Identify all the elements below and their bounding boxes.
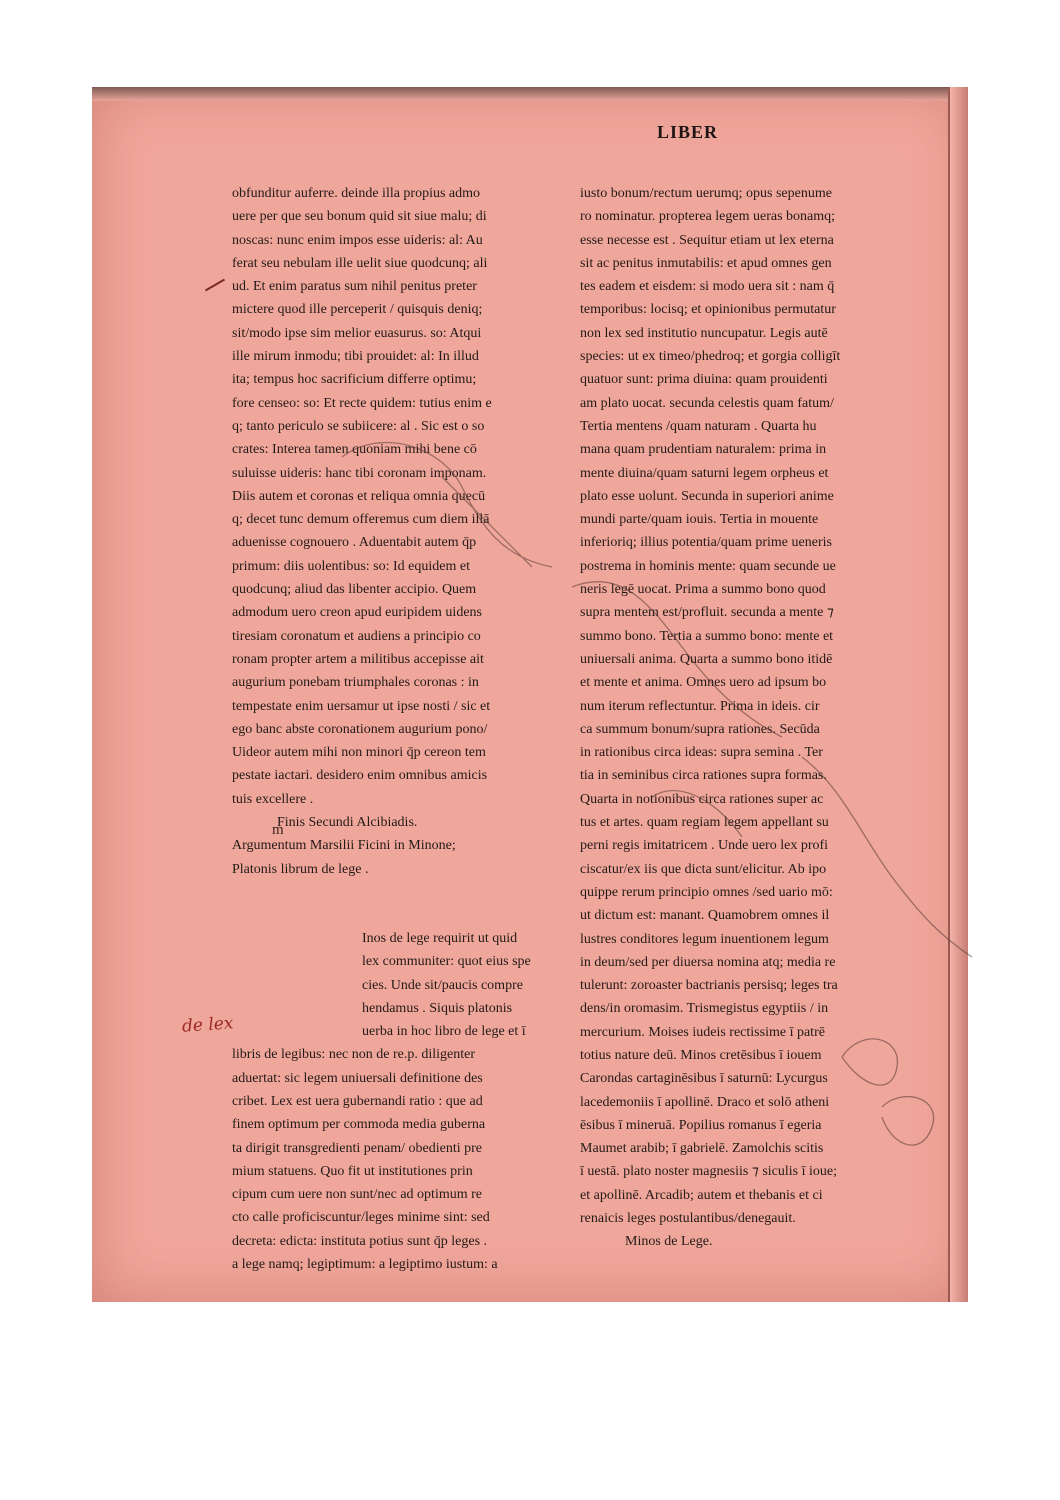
- text-line: supra mentem est/profluit. secunda a mente ⁊: [580, 605, 834, 621]
- text-line: Uideor autem mihi non minori q̄p cereon tem: [232, 745, 486, 761]
- text-line: tuis excellere .: [232, 791, 314, 807]
- text-line: am plato uocat. secunda celestis quam fatum/: [580, 395, 834, 411]
- text-line: Finis Secundi Alcibiadis.: [277, 815, 418, 831]
- text-line: mana quam prudentiam naturalem: prima in: [580, 442, 827, 458]
- text-line: ciscatur/ex iis que dicta sunt/elicitur. Ab ipo: [580, 861, 827, 877]
- text-line: tus et artes. quam regiam legem appellant su: [580, 815, 829, 831]
- text-line: ut dictum est: manant. Quamobrem omnes il: [580, 908, 830, 924]
- text-line: finem optimum per commoda media guberna: [232, 1117, 486, 1133]
- text-line: Carondas cartaginēsibus ī saturnū: Lycurgus: [580, 1071, 828, 1087]
- text-line: postrema in hominis mente: quam secunde ue: [580, 558, 836, 574]
- text-line: augurium ponebam triumphales coronas : in: [232, 675, 479, 691]
- text-line: mundi parte/quam iouis. Tertia in mouente: [580, 512, 819, 528]
- text-line: in deum/sed per diuersa nomina atq; media re: [580, 954, 836, 970]
- text-line: uniuersali anima. Quarta a summo bono itidē: [580, 651, 833, 667]
- text-line: num iterum reflectuntur. Prima in ideis. cir: [580, 698, 820, 714]
- text-line: pestate iactari. desidero enim omnibus amicis: [232, 768, 488, 784]
- margin-annotation: de lex: [181, 1013, 235, 1037]
- text-line: temporibus: locisq; et opinionibus permutatur: [580, 302, 836, 318]
- text-line: ronam propter artem a militibus accepisse ait: [232, 651, 484, 667]
- text-line: admodum uero creon apud euripidem uidens: [232, 605, 482, 621]
- text-line: lex communiter: quot eius spe: [362, 954, 531, 970]
- text-line: ferat seu nebulam ille uelit siue quodcunq; ali: [232, 255, 488, 271]
- text-line: tes eadem et eisdem: si modo uera sit : nam q̄: [580, 279, 835, 295]
- text-line: esse necesse est . Sequitur etiam ut lex eterna: [580, 232, 834, 248]
- text-line: dens/in oromasim. Trismegistus egyptiis / in: [580, 1001, 829, 1017]
- text-line: quodcunq; aliud das libenter accipio. Quem: [232, 582, 477, 598]
- text-line: uere per que seu bonum quid sit siue malu; di: [232, 209, 487, 225]
- printed-text-block: [232, 107, 1012, 1273]
- text-line: mictere quod ille perceperit / quisquis deniq;: [232, 302, 483, 318]
- text-line: mercurium. Moises iudeis rectissime ī patrē: [580, 1024, 825, 1040]
- text-line: non lex sed institutio nuncupatur. Legis autē: [580, 325, 828, 341]
- text-line: Tertia mentens /quam naturam . Quarta hu: [580, 418, 817, 434]
- text-line: libris de legibus: nec non de re.p. diligenter: [232, 1047, 475, 1063]
- text-line: cies. Unde sit/paucis compre: [362, 977, 523, 993]
- text-line: ro nominatur. propterea legem ueras bonamq;: [580, 209, 836, 225]
- text-line: ī uestā. plato noster magnesiis ⁊ siculis ī ioue;: [580, 1164, 837, 1180]
- guide-letter: m: [272, 822, 284, 838]
- text-line: hendamus . Siquis platonis: [362, 1000, 513, 1016]
- text-line: perni regis imitatricem . Unde uero lex profi: [580, 838, 829, 854]
- text-line: q; decet tunc demum offeremus cum diem illā: [232, 512, 490, 528]
- left-column: [232, 182, 572, 1276]
- right-column: [580, 182, 914, 1254]
- text-line: tempestate enim uersamur ut ipse nosti / sic et: [232, 698, 491, 714]
- text-line: Inos de lege requirit ut quid: [362, 930, 518, 946]
- text-line: et apollinē. Arcadib; autem et thebanis et ci: [580, 1187, 823, 1203]
- margin-mark: [205, 279, 225, 292]
- text-line: Quarta in notionibus circa rationes super ac: [580, 791, 824, 807]
- text-line: plato esse uolunt. Secunda in superiori anime: [580, 488, 834, 504]
- text-line: quippe rerum principio omnes /sed uario mō:: [580, 884, 833, 900]
- text-line: tiresiam coronatum et audiens a principio co: [232, 628, 481, 644]
- text-line: uerba in hoc libro de lege et ī: [362, 1024, 526, 1040]
- text-line: renaicis leges postulantibus/denegauit.: [580, 1211, 796, 1227]
- running-head: LIBER: [657, 122, 719, 142]
- text-line: primum: diis uolentibus: so: Id equidem et: [232, 558, 470, 574]
- blank-space: [232, 881, 572, 927]
- text-line: species: ut ex timeo/phedroq; et gorgia colligīt: [580, 349, 841, 365]
- text-line: quatuor sunt: prima diuina: quam prouidenti: [580, 372, 828, 388]
- text-line: in rationibus circa ideas: supra semina . Ter: [580, 745, 823, 761]
- text-line: cipum cum uere non sunt/nec ad optimum re: [232, 1187, 482, 1203]
- text-line: decreta: edicta: instituta potius sunt q̄p leges .: [232, 1233, 488, 1249]
- text-line: lacedemoniis ī apollinē. Draco et solō atheni: [580, 1094, 830, 1110]
- text-line: inferioriq; illius potentia/quam prime ueneris: [580, 535, 832, 551]
- text-line: Argumentum Marsilii Ficini in Minone;: [232, 838, 456, 854]
- text-line: neris legē uocat. Prima a summo bono quod: [580, 582, 826, 598]
- text-line: totius nature deū. Minos cretēsibus ī iouem: [580, 1047, 822, 1063]
- text-line: mium statuens. Quo fit ut institutiones prin: [232, 1163, 473, 1179]
- text-line: cto calle proficiscuntur/leges minime sint: sed: [232, 1210, 490, 1226]
- text-line: Minos de Lege.: [625, 1234, 713, 1250]
- text-line: cribet. Lex est uera gubernandi ratio : que ad: [232, 1093, 483, 1109]
- text-line: ēsibus ī mineruā. Popilius romanus ī egeria: [580, 1117, 822, 1133]
- text-line: q; tanto periculo se subiicere: al . Sic est o so: [232, 418, 485, 434]
- text-line: crates: Interea tamen quoniam mihi bene cō: [232, 442, 477, 458]
- text-line: iusto bonum/rectum uerumq; opus sepenume: [580, 186, 832, 201]
- text-line: suluisse uideris: hanc tibi coronam imponam.: [232, 465, 487, 481]
- text-line: ta dirigit transgredienti penam/ obedienti pre: [232, 1140, 482, 1156]
- text-line: tulerunt: zoroaster bactrianis persisq; leges tra: [580, 978, 838, 994]
- text-line: noscas: nunc enim impos esse uideris: al: Au: [232, 232, 483, 248]
- scanned-page: [92, 87, 968, 1302]
- text-line: aduenisse cognouero . Aduentabit autem q̄p: [232, 535, 477, 551]
- text-line: Maumet arabib; ī gabrielē. Zamolchis scitis: [580, 1141, 824, 1157]
- text-line: sit/modo ipse sim melior euasurus. so: Atqui: [232, 325, 482, 341]
- text-line: sit ac penitus inmutabilis: et apud omnes gen: [580, 255, 832, 271]
- page-top-edge: [92, 87, 968, 101]
- text-line: ud. Et enim paratus sum nihil penitus preter: [232, 279, 477, 295]
- text-line: obfunditur auferre. deinde illa propius admo: [232, 186, 481, 201]
- text-line: ca summum bonum/supra rationes. Secūda: [580, 721, 820, 737]
- text-line: lustres conditores legum inuentionem legum: [580, 931, 829, 947]
- text-line: Diis autem et coronas et reliqua omnia quecū: [232, 488, 486, 504]
- text-line: summo bono. Tertia a summo bono: mente et: [580, 628, 834, 644]
- text-line: ita; tempus hoc sacrificium differre optimu;: [232, 372, 477, 388]
- text-line: Platonis librum de lege .: [232, 861, 369, 877]
- text-line: et mente et anima. Omnes uero ad ipsum bo: [580, 675, 827, 691]
- text-line: tia in seminibus circa rationes supra formas.: [580, 768, 827, 784]
- text-line: fore censeo: so: Et recte quidem: tutius enim e: [232, 395, 492, 411]
- text-line: aduertat: sic legem uniuersali definitione des: [232, 1070, 483, 1086]
- text-line: ego banc abste coronationem augurium pono/: [232, 721, 488, 737]
- text-line: mente diuina/quam saturni legem orpheus et: [580, 465, 829, 481]
- text-line: ille mirum inmodu; tibi prouidet: al: In illud: [232, 349, 479, 365]
- text-line: a lege namq; legiptimum: a legiptimo iustum: a: [232, 1257, 498, 1273]
